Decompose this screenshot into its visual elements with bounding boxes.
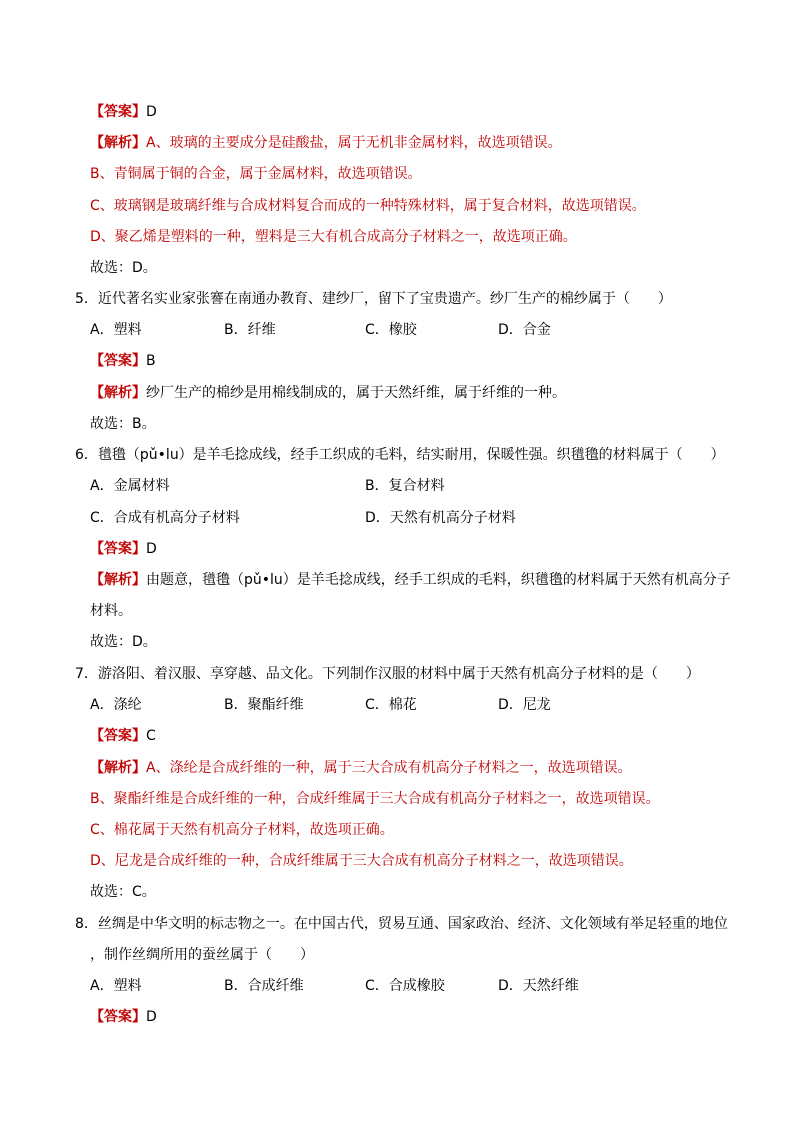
analysis-line	[90, 383, 566, 403]
answer-value: D	[146, 541, 157, 557]
q6-option-b: B．复合材料	[365, 478, 445, 494]
question-8-stem-cont: ，制作丝绸所用的蚕丝属于（ ）	[90, 947, 314, 963]
analysis-text: C、玻璃钢是玻璃纤维与合成材料复合而成的一种特殊材料，属于复合材料，故选项错误。	[90, 198, 646, 214]
q6-option-c: C．合成有机高分子材料	[90, 510, 240, 526]
analysis-text: A、涤纶是合成纤维的一种，属于三大合成有机高分子材料之一，故选项错误。	[146, 760, 632, 776]
analysis-line	[90, 758, 632, 778]
question-5-stem: 5．近代著名实业家张謇在南通办教育、建纱厂，留下了宝贵遗产。纱厂生产的棉纱属于（ ）	[75, 291, 672, 307]
answer-line	[90, 1007, 157, 1027]
answer-label: 【答案】	[90, 1009, 146, 1025]
q8-option-c: C．合成橡胶	[365, 978, 445, 994]
analysis-label: 【解析】	[90, 760, 146, 776]
q7-option-b: B．聚酯纤维	[224, 697, 304, 713]
analysis-text: B、青铜属于铜的合金，属于金属材料，故选项错误。	[90, 166, 422, 182]
question-7-stem: 7．游洛阳、着汉服、享穿越、品文化。下列制作汉服的材料中属于天然有机高分子材料的是（ ）	[75, 666, 700, 682]
conclusion-text: 故选：D。	[90, 260, 157, 276]
analysis-label: 【解析】	[90, 135, 146, 151]
analysis-text: 由题意，氆氇（pǔ•lu）是羊毛捻成线，经手工织成的毛料，织氆氇的材料属于天然有机高分子	[146, 572, 731, 588]
q6-option-d: D．天然有机高分子材料	[365, 510, 516, 526]
question-6-stem: 6．氆氇（pǔ•lu）是羊毛捻成线，经手工织成的毛料，结实耐用，保暖性强。织氆氇的材料属于（ ）	[75, 447, 725, 463]
q5-option-d: D．合金	[498, 322, 551, 338]
answer-line	[90, 351, 156, 371]
answer-line	[90, 726, 156, 746]
q5-option-c: C．橡胶	[365, 322, 417, 338]
answer-label: 【答案】	[90, 104, 146, 120]
analysis-label: 【解析】	[90, 572, 146, 588]
conclusion-text: 故选：B。	[90, 416, 156, 432]
q6-option-a: A．金属材料	[90, 478, 170, 494]
analysis-text: C、棉花属于天然有机高分子材料，故选项正确。	[90, 822, 394, 838]
answer-value: D	[146, 104, 157, 120]
analysis-line	[90, 570, 731, 590]
q8-option-b: B．合成纤维	[224, 978, 304, 994]
analysis-text: B、聚酯纤维是合成纤维的一种，合成纤维属于三大合成有机高分子材料之一，故选项错误。	[90, 791, 660, 807]
analysis-text: 纱厂生产的棉纱是用棉线制成的，属于天然纤维，属于纤维的一种。	[146, 385, 566, 401]
answer-value: B	[146, 353, 156, 369]
conclusion-text: 故选：C。	[90, 884, 156, 900]
answer-line	[90, 539, 157, 559]
analysis-text: D、尼龙是合成纤维的一种，合成纤维属于三大合成有机高分子材料之一，故选项错误。	[90, 853, 633, 869]
q5-option-a: A．塑料	[90, 322, 142, 338]
question-8-stem: 8．丝绸是中华文明的标志物之一。在中国古代，贸易互通、国家政治、经济、文化领域有举足轻重的地位	[75, 916, 728, 932]
q7-option-c: C．棉花	[365, 697, 417, 713]
answer-label: 【答案】	[90, 541, 146, 557]
q8-option-a: A．塑料	[90, 978, 142, 994]
analysis-label: 【解析】	[90, 385, 146, 401]
analysis-text: 材料。	[90, 603, 132, 619]
answer-label: 【答案】	[90, 353, 146, 369]
q8-option-d: D．天然纤维	[498, 978, 579, 994]
conclusion-text: 故选：D。	[90, 634, 157, 650]
answer-line	[90, 102, 157, 122]
q7-option-a: A．涤纶	[90, 697, 142, 713]
analysis-text: A、玻璃的主要成分是硅酸盐，属于无机非金属材料，故选项错误。	[146, 135, 562, 151]
q7-option-d: D．尼龙	[498, 697, 551, 713]
q5-option-b: B．纤维	[224, 322, 276, 338]
answer-label: 【答案】	[90, 728, 146, 744]
answer-value: C	[146, 728, 156, 744]
analysis-text: D、聚乙烯是塑料的一种，塑料是三大有机合成高分子材料之一，故选项正确。	[90, 229, 577, 245]
answer-value: D	[146, 1009, 157, 1025]
analysis-line	[90, 133, 562, 153]
